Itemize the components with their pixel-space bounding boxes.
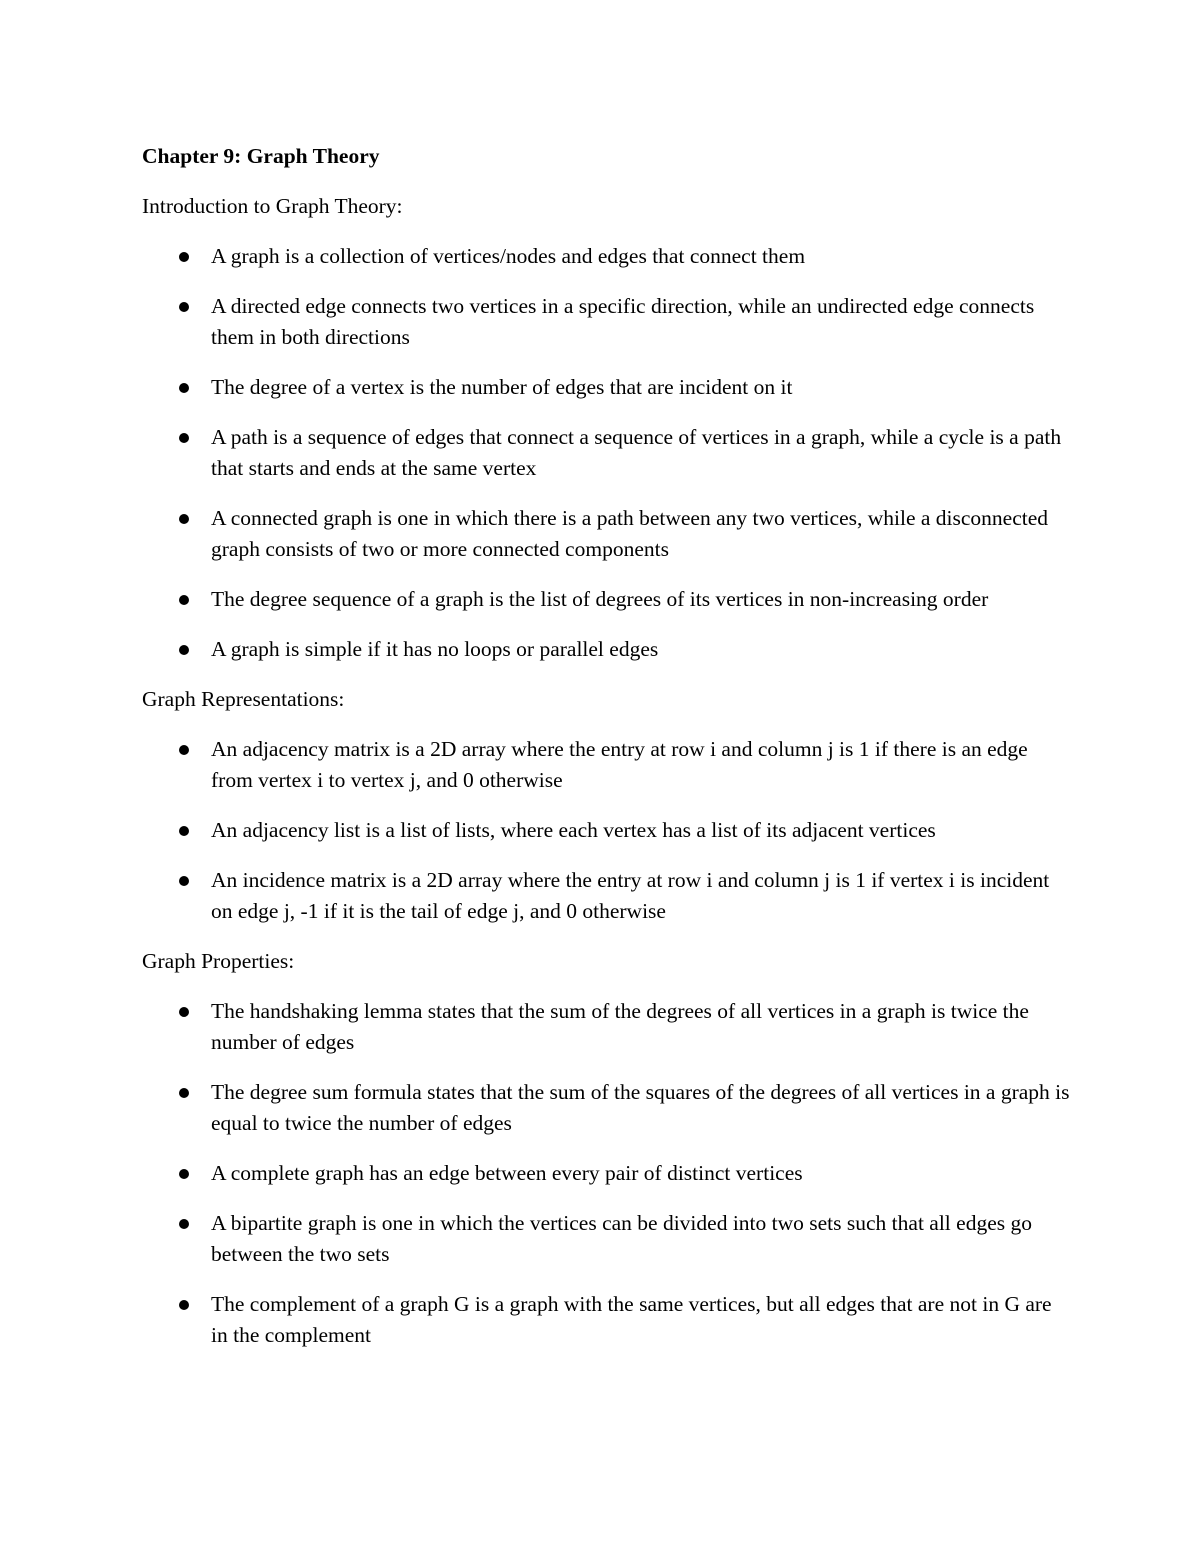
bullet-icon — [179, 302, 189, 312]
bullet-icon — [179, 433, 189, 443]
section-heading-representations: Graph Representations: — [142, 687, 345, 711]
bullet-icon — [179, 1088, 189, 1098]
bullet-icon — [179, 383, 189, 393]
list-item — [142, 372, 1072, 403]
bullet-icon — [179, 645, 189, 655]
bullet-icon — [179, 514, 189, 524]
bullet-icon — [179, 252, 189, 262]
bullet-icon — [179, 1007, 189, 1017]
list-item-text: An adjacency matrix is a 2D array where the entry at row i and column j is 1 if there is an edge from vertex i to vertex j, and 0 otherwise — [211, 737, 1028, 792]
list-item — [142, 1289, 1072, 1351]
list-item-text: A graph is simple if it has no loops or parallel edges — [211, 637, 659, 661]
list-item — [142, 1077, 1072, 1139]
list-item — [142, 241, 1072, 272]
list-item — [142, 996, 1072, 1058]
list-item-text: An incidence matrix is a 2D array where the entry at row i and column j is 1 if vertex i is incident on edge j, -1 if it is the tail of edge j, and 0 otherwise — [211, 868, 1050, 923]
bullet-icon — [179, 1169, 189, 1179]
list-item-text: A graph is a collection of vertices/nodes and edges that connect them — [211, 244, 806, 268]
list-item — [142, 291, 1072, 353]
list-item-text: A connected graph is one in which there is a path between any two vertices, while a disconnected graph consists of two or more connected components — [211, 506, 1049, 561]
list-item — [142, 1208, 1072, 1270]
list-item-text: An adjacency list is a list of lists, where each vertex has a list of its adjacent vertices — [211, 818, 936, 842]
list-item — [142, 584, 1072, 615]
list-item-text: A bipartite graph is one in which the vertices can be divided into two sets such that all edges go between the two sets — [211, 1211, 1032, 1266]
list-item — [142, 634, 1072, 665]
list-item-text: The degree of a vertex is the number of edges that are incident on it — [211, 375, 793, 399]
list-item-text: The complement of a graph G is a graph with the same vertices, but all edges that are not in G are in the complement — [211, 1292, 1052, 1347]
introduction-bullet-list — [142, 241, 1072, 665]
list-item-text: A directed edge connects two vertices in a specific direction, while an undirected edge connects them in both directions — [211, 294, 1035, 349]
representations-bullet-list — [142, 734, 1072, 927]
list-item — [142, 422, 1072, 484]
list-item-text: A complete graph has an edge between every pair of distinct vertices — [211, 1161, 803, 1185]
bullet-icon — [179, 1300, 189, 1310]
bullet-icon — [179, 745, 189, 755]
bullet-icon — [179, 876, 189, 886]
list-item-text: A path is a sequence of edges that connect a sequence of vertices in a graph, while a cycle is a path that starts and ends at the same vertex — [211, 425, 1062, 480]
list-item — [142, 865, 1072, 927]
section-heading-introduction: Introduction to Graph Theory: — [142, 194, 403, 218]
list-item-text: The handshaking lemma states that the sum of the degrees of all vertices in a graph is twice the number of edges — [211, 999, 1029, 1054]
list-item — [142, 815, 1072, 846]
bullet-icon — [179, 826, 189, 836]
list-item — [142, 1158, 1072, 1189]
bullet-icon — [179, 595, 189, 605]
section-heading-properties: Graph Properties: — [142, 949, 295, 973]
list-item-text: The degree sum formula states that the sum of the squares of the degrees of all vertices in a graph is equal to twice the number of edges — [211, 1080, 1070, 1135]
bullet-icon — [179, 1219, 189, 1229]
properties-bullet-list — [142, 996, 1072, 1351]
list-item — [142, 503, 1072, 565]
chapter-title: Chapter 9: Graph Theory — [142, 144, 380, 168]
list-item-text: The degree sequence of a graph is the list of degrees of its vertices in non-increasing order — [211, 587, 989, 611]
list-item — [142, 734, 1072, 796]
document-page — [142, 141, 1072, 1370]
